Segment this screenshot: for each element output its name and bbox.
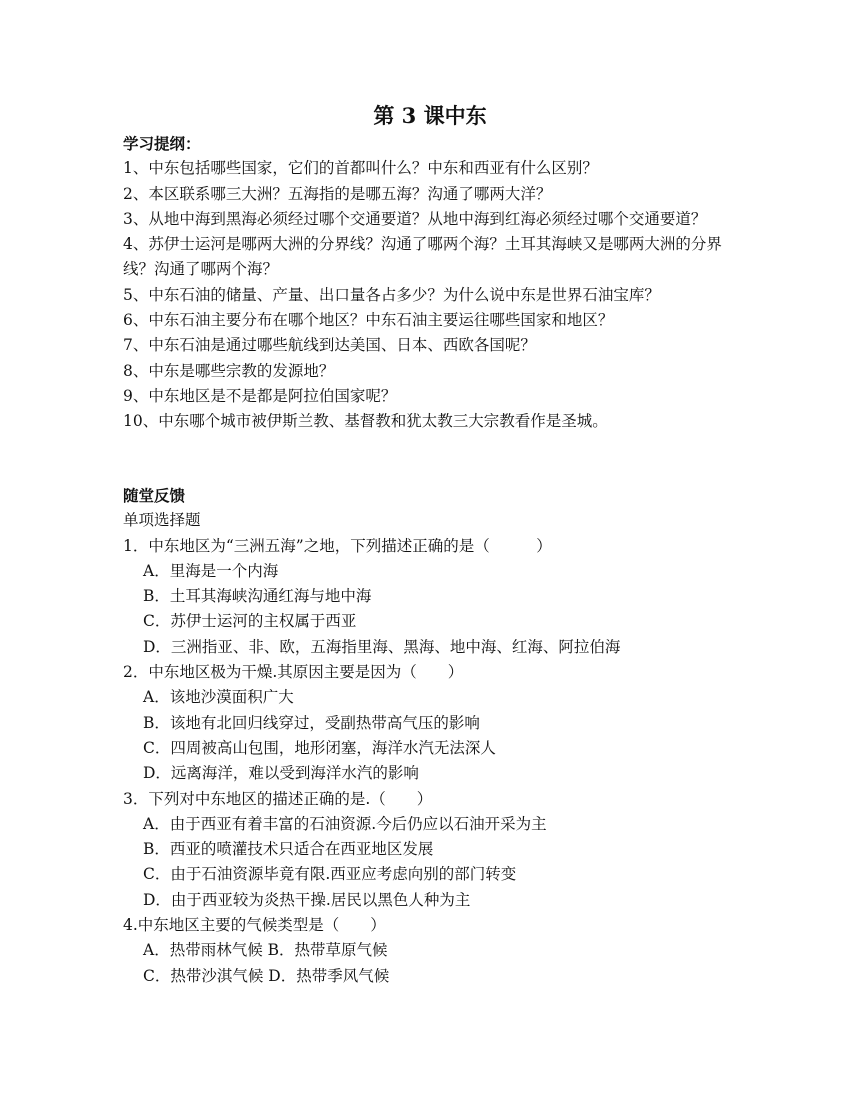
option-d: D．由于西亚较为炎热干操.居民以黑色人种为主 xyxy=(143,890,471,909)
option-a: A．里海是一个内海 xyxy=(143,561,279,580)
feedback-heading: 随堂反馈 xyxy=(123,486,186,505)
study-outline xyxy=(123,131,743,435)
page-title: 第 3 课中东 xyxy=(373,103,487,128)
option-d: D．远离海洋，难以受到海洋水汽的影响 xyxy=(143,764,419,783)
outline-item: 8、中东是哪些宗教的发源地？ xyxy=(123,361,335,380)
question-1 xyxy=(123,534,743,660)
outline-item: 5、中东石油的储量、产量、出口量各占多少？为什么说中东是世界石油宝库？ xyxy=(123,285,660,304)
option-c: C．由于石油资源毕竟有限.西亚应考虑向别的部门转变 xyxy=(143,865,517,884)
outline-heading: 学习提纲： xyxy=(123,134,201,153)
option-ab: A．热带雨林气候 B．热带草原气候 xyxy=(143,941,388,960)
outline-item: 1、中东包括哪些国家，它们的首都叫什么？中东和西亚有什么区别？ xyxy=(123,159,598,178)
option-c: C．四周被高山包围，地形闭塞，海洋水汽无法深人 xyxy=(143,738,496,757)
option-b: B．该地有北回归线穿过，受副热带高气压的影响 xyxy=(143,713,480,732)
question-2 xyxy=(123,660,743,786)
question-stem: 3．下列对中东地区的描述正确的是.（ ） xyxy=(123,789,433,808)
option-d: D．三洲指亚、非、欧，五海指里海、黑海、地中海、红海、阿拉伯海 xyxy=(143,637,621,656)
question-type-label: 单项选择题 xyxy=(123,511,201,530)
outline-item: 9、中东地区是不是都是阿拉伯国家呢？ xyxy=(123,386,397,405)
option-b: B．西亚的喷灌技术只适合在西亚地区发展 xyxy=(143,840,434,859)
outline-item: 4、苏伊士运河是哪两大洲的分界线？沟通了哪两个海？土耳其海峡又是哪两大洲的分界线？沟通了哪两个海？ xyxy=(123,235,722,279)
outline-item: 10、中东哪个城市被伊斯兰教、基督教和犹太教三大宗教看作是圣城。 xyxy=(123,412,608,431)
option-b: B．土耳其海峡沟通红海与地中海 xyxy=(143,587,372,606)
outline-item: 6、中东石油主要分布在哪个地区？中东石油主要运往哪些国家和地区？ xyxy=(123,311,614,330)
question-3 xyxy=(123,787,743,913)
outline-item: 3、从地中海到黑海必须经过哪个交通要道？从地中海到红海必须经过哪个交通要道？ xyxy=(123,209,707,228)
option-a: A．由于西亚有着丰富的石油资源.今后仍应以石油开采为主 xyxy=(143,814,547,833)
option-c: C．苏伊士运河的主权属于西亚 xyxy=(143,612,357,631)
question-stem: 2．中东地区极为干燥.其原因主要是因为（ ） xyxy=(123,663,464,682)
option-a: A．该地沙漠面积广大 xyxy=(143,688,294,707)
option-cd: C．热带沙淇气候 D．热带季风气候 xyxy=(143,966,390,985)
class-feedback xyxy=(123,483,743,989)
question-stem: 4.中东地区主要的气候类型是（ ） xyxy=(123,916,386,935)
outline-item: 2、本区联系哪三大洲？五海指的是哪五海？沟通了哪两大洋？ xyxy=(123,184,552,203)
outline-item: 7、中东石油是通过哪些航线到达美国、日本、西欧各国呢？ xyxy=(123,336,536,355)
question-stem: 1．中东地区为“三洲五海”之地，下列描述正确的是（ ） xyxy=(123,536,552,555)
question-4 xyxy=(123,913,743,989)
